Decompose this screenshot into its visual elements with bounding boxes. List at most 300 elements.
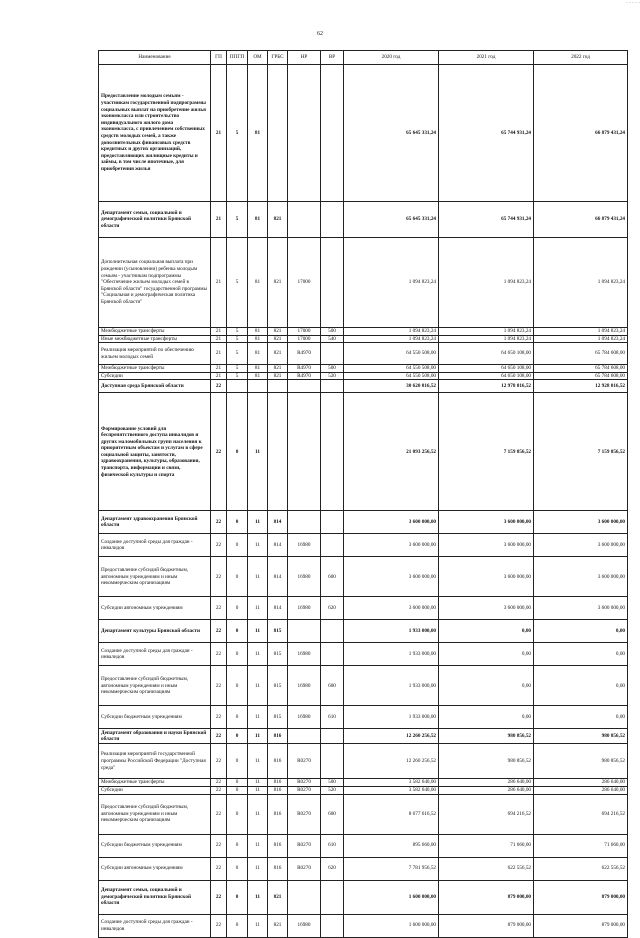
cell-om: 11 (248, 786, 268, 794)
cell-y2020: 1 094 823,24 (344, 335, 439, 343)
cell-nr: R4970 (288, 343, 321, 365)
cell-ppgp: 0 (227, 393, 248, 511)
cell-name: Межбюджетные трансферты (99, 328, 211, 336)
cell-y2020: 3 582 640,00 (344, 779, 439, 787)
cell-grbs: 814 (268, 511, 288, 534)
cell-gp: 21 (211, 202, 227, 238)
header-2021: 2021 год (439, 51, 534, 65)
cell-y2020: 1 600 000,00 (344, 880, 439, 914)
cell-nr (288, 65, 321, 202)
cell-y2022: 65 784 608,00 (534, 365, 628, 373)
table-row (99, 557, 628, 597)
cell-nr: 16980 (288, 534, 321, 557)
cell-grbs: 815 (268, 706, 288, 729)
cell-om: 11 (248, 534, 268, 557)
table-body (99, 65, 628, 938)
cell-y2021: 64 650 108,00 (439, 372, 534, 380)
cell-name: Доступная среда Брянской области (99, 380, 211, 393)
cell-y2020: 895 660,00 (344, 834, 439, 857)
cell-om: 11 (248, 794, 268, 834)
cell-name: Субсидии (99, 786, 211, 794)
header-2022: 2022 год (534, 51, 628, 65)
cell-name: Субсидии бюджетным учреждениям (99, 706, 211, 729)
cell-ppgp: 0 (227, 597, 248, 620)
cell-grbs: 816 (268, 786, 288, 794)
cell-gp: 22 (211, 393, 227, 511)
cell-y2021: 1 094 823,24 (439, 335, 534, 343)
cell-y2021: 879 000,00 (439, 880, 534, 914)
cell-y2020: 1 094 823,24 (344, 238, 439, 328)
cell-y2021: 71 660,00 (439, 834, 534, 857)
table-row (99, 534, 628, 557)
cell-ppgp: 0 (227, 557, 248, 597)
cell-y2022: 3 600 000,00 (534, 597, 628, 620)
cell-y2022: 66 879 431,24 (534, 202, 628, 238)
cell-ppgp: 0 (227, 744, 248, 779)
cell-gp: 21 (211, 365, 227, 373)
cell-grbs: 821 (268, 238, 288, 328)
cell-name: Реализация мероприятий по обеспечению жильем молодых семей (99, 343, 211, 365)
cell-vr (321, 202, 344, 238)
table-row (99, 643, 628, 666)
cell-vr (321, 729, 344, 744)
cell-nr: 16980 (288, 643, 321, 666)
cell-y2020: 12 260 256,52 (344, 744, 439, 779)
cell-vr (321, 238, 344, 328)
table-row (99, 511, 628, 534)
cell-name: Межбюджетные трансферты (99, 365, 211, 373)
cell-om: 81 (248, 365, 268, 373)
cell-grbs: 821 (268, 328, 288, 336)
cell-nr: R0270 (288, 744, 321, 779)
cell-gp: 22 (211, 643, 227, 666)
cell-gp: 22 (211, 729, 227, 744)
cell-grbs (268, 65, 288, 202)
cell-vr (321, 620, 344, 643)
cell-vr (321, 343, 344, 365)
table-header-row (99, 51, 628, 65)
cell-grbs: 821 (268, 880, 288, 914)
cell-grbs: 816 (268, 834, 288, 857)
cell-name: Создание доступной среды для граждан - инвалидов (99, 643, 211, 666)
cell-name: Предоставление молодым семьям - участникам государственной подпрограммы социальных выплат на приобретение жилья экономкласса или строительство индивидуального жилого дома экономкласса, с привлечением собственных средств молодых семей, а также дополнительных финансовых средств кредитных и других организаций, предоставляющих жилищные кредиты и займы, в том числе ипотечные, для приобретения жилья (99, 65, 211, 202)
cell-gp: 22 (211, 620, 227, 643)
cell-name: Иные межбюджетные трансферты (99, 335, 211, 343)
table-row (99, 834, 628, 857)
table-row (99, 365, 628, 373)
cell-y2022: 980 856,52 (534, 729, 628, 744)
cell-y2020: 8 677 616,52 (344, 794, 439, 834)
cell-name: Субсидии (99, 372, 211, 380)
cell-name: Создание доступной среды для граждан - инвалидов (99, 534, 211, 557)
cell-y2021: 622 556,52 (439, 857, 534, 880)
cell-vr: 500 (321, 365, 344, 373)
cell-gp: 22 (211, 880, 227, 914)
cell-ppgp: 0 (227, 643, 248, 666)
cell-y2021: 879 000,00 (439, 914, 534, 937)
cell-name: Департамент культуры Брянской области (99, 620, 211, 643)
cell-grbs: 821 (268, 202, 288, 238)
cell-y2020: 1 933 000,00 (344, 620, 439, 643)
cell-y2022: 622 556,52 (534, 857, 628, 880)
cell-y2022: 3 600 000,00 (534, 557, 628, 597)
cell-y2021: 12 978 016,52 (439, 380, 534, 393)
cell-y2021: 65 744 931,24 (439, 65, 534, 202)
cell-om: 11 (248, 666, 268, 706)
cell-y2022: 7 159 856,52 (534, 393, 628, 511)
cell-name: Предоставление субсидий бюджетным, автономным учреждениям и иным некоммерческим организациям (99, 794, 211, 834)
cell-y2021: 3 600 000,00 (439, 597, 534, 620)
cell-grbs: 814 (268, 534, 288, 557)
cell-name: Межбюджетные трансферты (99, 779, 211, 787)
table-row (99, 744, 628, 779)
header-vr: ВР (321, 51, 344, 65)
cell-vr: 500 (321, 328, 344, 336)
cell-y2022: 3 600 000,00 (534, 534, 628, 557)
cell-nr (288, 380, 321, 393)
cell-y2021: 3 600 000,00 (439, 511, 534, 534)
table-row (99, 706, 628, 729)
cell-ppgp: 5 (227, 202, 248, 238)
cell-y2022: 1 094 823,24 (534, 328, 628, 336)
cell-om: 11 (248, 744, 268, 779)
header-gp: ГП (211, 51, 227, 65)
cell-grbs: 821 (268, 343, 288, 365)
cell-gp: 21 (211, 335, 227, 343)
cell-nr (288, 729, 321, 744)
cell-gp: 21 (211, 328, 227, 336)
cell-vr: 520 (321, 786, 344, 794)
cell-ppgp: 0 (227, 857, 248, 880)
cell-y2020: 1 094 823,24 (344, 328, 439, 336)
table-row (99, 343, 628, 365)
cell-y2022: 980 856,52 (534, 744, 628, 779)
cell-name: Реализация мероприятий государственной программы Российской Федерации "Доступная среда" (99, 744, 211, 779)
cell-y2021: 7 159 856,52 (439, 393, 534, 511)
cell-name: Департамент здравоохранения Брянской области (99, 511, 211, 534)
cell-name: Предоставление субсидий бюджетным, автономным учреждениям и иным некоммерческим организациям (99, 666, 211, 706)
cell-nr: R4970 (288, 365, 321, 373)
cell-vr (321, 744, 344, 779)
cell-y2022: 0,00 (534, 666, 628, 706)
cell-gp: 22 (211, 786, 227, 794)
cell-vr: 600 (321, 794, 344, 834)
cell-nr (288, 511, 321, 534)
cell-y2022: 286 640,00 (534, 786, 628, 794)
cell-y2022: 65 784 608,00 (534, 372, 628, 380)
cell-ppgp: 0 (227, 786, 248, 794)
cell-y2020: 1 600 000,00 (344, 914, 439, 937)
cell-gp: 22 (211, 914, 227, 937)
cell-name: Субсидии бюджетным учреждениям (99, 834, 211, 857)
table-row (99, 372, 628, 380)
cell-vr: 540 (321, 335, 344, 343)
cell-y2021: 0,00 (439, 666, 534, 706)
cell-vr: 520 (321, 372, 344, 380)
cell-om: 11 (248, 857, 268, 880)
cell-y2021: 980 856,52 (439, 744, 534, 779)
cell-y2022: 12 928 016,52 (534, 380, 628, 393)
cell-gp: 22 (211, 666, 227, 706)
cell-om: 81 (248, 238, 268, 328)
table-row (99, 202, 628, 238)
cell-y2022: 0,00 (534, 620, 628, 643)
cell-vr (321, 380, 344, 393)
cell-y2021: 286 640,00 (439, 786, 534, 794)
cell-ppgp: 5 (227, 372, 248, 380)
cell-ppgp: 0 (227, 534, 248, 557)
cell-ppgp: 5 (227, 365, 248, 373)
cell-gp: 22 (211, 834, 227, 857)
cell-nr: 16980 (288, 597, 321, 620)
cell-grbs: 815 (268, 643, 288, 666)
cell-name: Субсидии автономным учреждениям (99, 857, 211, 880)
cell-om: 81 (248, 65, 268, 202)
cell-ppgp: 5 (227, 343, 248, 365)
cell-om: 81 (248, 335, 268, 343)
cell-grbs: 816 (268, 729, 288, 744)
cell-nr: 17000 (288, 328, 321, 336)
cell-ppgp: 5 (227, 238, 248, 328)
cell-y2020: 7 781 956,52 (344, 857, 439, 880)
header-2020: 2020 год (344, 51, 439, 65)
cell-om: 11 (248, 729, 268, 744)
cell-vr: 600 (321, 557, 344, 597)
cell-nr: 17000 (288, 238, 321, 328)
cell-y2021: 3 600 000,00 (439, 557, 534, 597)
cell-name: Субсидии автономным учреждениям (99, 597, 211, 620)
cell-vr: 620 (321, 597, 344, 620)
cell-gp: 22 (211, 706, 227, 729)
cell-nr: R4970 (288, 372, 321, 380)
cell-ppgp: 5 (227, 65, 248, 202)
cell-y2020: 3 600 000,00 (344, 557, 439, 597)
cell-name: Департамент образования и науки Брянской области (99, 729, 211, 744)
cell-y2020: 3 600 000,00 (344, 597, 439, 620)
top-marks: - - - - - (626, 0, 640, 6)
cell-grbs: 814 (268, 557, 288, 597)
cell-y2021: 1 094 823,24 (439, 238, 534, 328)
cell-om (248, 380, 268, 393)
cell-om: 11 (248, 511, 268, 534)
table-row (99, 880, 628, 914)
cell-grbs: 815 (268, 666, 288, 706)
cell-y2021: 64 650 108,00 (439, 365, 534, 373)
cell-vr: 600 (321, 666, 344, 706)
cell-y2022: 71 660,00 (534, 834, 628, 857)
cell-grbs: 821 (268, 914, 288, 937)
header-ppgp: ППГП (227, 51, 248, 65)
cell-om: 11 (248, 643, 268, 666)
cell-grbs: 814 (268, 597, 288, 620)
cell-gp: 21 (211, 65, 227, 202)
table-row (99, 393, 628, 511)
cell-nr (288, 393, 321, 511)
cell-y2020: 1 933 000,00 (344, 643, 439, 666)
cell-name: Создание доступной среды для граждан - инвалидов (99, 914, 211, 937)
cell-y2020: 65 645 331,24 (344, 202, 439, 238)
header-om: ОМ (248, 51, 268, 65)
cell-gp: 21 (211, 238, 227, 328)
table-row (99, 328, 628, 336)
cell-name: Формирование условий для беспрепятственного доступа инвалидов и других маломобильных групп населения к приоритетным объектам и услугам в сфере социальной защиты, занятости, здравоохранения, культуры, образования, транспорта, информации и связи, физической культуры и спорта (99, 393, 211, 511)
cell-vr (321, 914, 344, 937)
cell-y2022: 1 094 823,24 (534, 335, 628, 343)
cell-gp: 22 (211, 380, 227, 393)
cell-name: Предоставление субсидий бюджетным, автономным учреждениям и иным некоммерческим организациям (99, 557, 211, 597)
page-number: 62 (317, 31, 323, 37)
cell-nr: R0270 (288, 794, 321, 834)
cell-grbs (268, 380, 288, 393)
table-row (99, 786, 628, 794)
cell-grbs: 816 (268, 744, 288, 779)
cell-ppgp: 0 (227, 794, 248, 834)
cell-gp: 22 (211, 534, 227, 557)
cell-om: 11 (248, 557, 268, 597)
cell-grbs: 821 (268, 335, 288, 343)
cell-y2022: 1 094 823,24 (534, 238, 628, 328)
cell-y2021: 0,00 (439, 643, 534, 666)
cell-ppgp: 5 (227, 335, 248, 343)
cell-om: 11 (248, 597, 268, 620)
cell-nr (288, 880, 321, 914)
cell-y2021: 65 744 931,24 (439, 202, 534, 238)
table-row (99, 914, 628, 937)
cell-om: 11 (248, 706, 268, 729)
cell-vr: 610 (321, 834, 344, 857)
cell-ppgp: 0 (227, 914, 248, 937)
cell-grbs (268, 393, 288, 511)
cell-y2020: 1 933 000,00 (344, 666, 439, 706)
cell-gp: 22 (211, 597, 227, 620)
table-row (99, 65, 628, 202)
table-row (99, 597, 628, 620)
table-row (99, 666, 628, 706)
cell-y2021: 0,00 (439, 620, 534, 643)
cell-y2021: 3 600 000,00 (439, 534, 534, 557)
header-name: Наименование (99, 51, 211, 65)
cell-om: 11 (248, 880, 268, 914)
cell-grbs: 815 (268, 620, 288, 643)
cell-vr: 500 (321, 779, 344, 787)
cell-nr: R0270 (288, 857, 321, 880)
cell-y2021: 0,00 (439, 706, 534, 729)
cell-ppgp: 0 (227, 620, 248, 643)
cell-nr: R0270 (288, 834, 321, 857)
cell-nr (288, 620, 321, 643)
cell-om: 81 (248, 372, 268, 380)
cell-vr: 620 (321, 857, 344, 880)
cell-nr (288, 202, 321, 238)
table-row (99, 729, 628, 744)
cell-vr: 610 (321, 706, 344, 729)
cell-gp: 22 (211, 794, 227, 834)
cell-y2020: 64 550 508,00 (344, 343, 439, 365)
cell-om: 11 (248, 393, 268, 511)
cell-vr (321, 880, 344, 914)
cell-y2022: 65 784 608,00 (534, 343, 628, 365)
header-nr: НР (288, 51, 321, 65)
cell-name: Департамент семьи, социальной и демографической политики Брянской области (99, 880, 211, 914)
cell-y2020: 12 260 256,52 (344, 729, 439, 744)
cell-ppgp: 0 (227, 834, 248, 857)
cell-name: Дополнительная социальная выплата при рождении (усыновлении) ребенка молодым семьям - участникам подпрограммы "Обеспечение жильем молодых семей в Брянской области" государственной программы "Социальная и демографическая политика Брянской области" (99, 238, 211, 328)
cell-gp: 22 (211, 511, 227, 534)
cell-grbs: 816 (268, 794, 288, 834)
cell-y2021: 1 094 823,24 (439, 328, 534, 336)
cell-om: 81 (248, 202, 268, 238)
cell-om: 11 (248, 779, 268, 787)
cell-vr (321, 65, 344, 202)
cell-nr: 16980 (288, 706, 321, 729)
cell-y2022: 3 600 000,00 (534, 511, 628, 534)
cell-y2020: 30 620 816,52 (344, 380, 439, 393)
cell-om: 11 (248, 834, 268, 857)
cell-vr (321, 643, 344, 666)
cell-ppgp: 5 (227, 328, 248, 336)
cell-y2022: 879 000,00 (534, 880, 628, 914)
cell-nr: R0270 (288, 786, 321, 794)
cell-y2022: 0,00 (534, 643, 628, 666)
table-row (99, 380, 628, 393)
cell-vr (321, 534, 344, 557)
cell-y2020: 1 933 000,00 (344, 706, 439, 729)
cell-y2020: 64 550 508,00 (344, 365, 439, 373)
cell-y2022: 879 000,00 (534, 914, 628, 937)
cell-grbs: 816 (268, 857, 288, 880)
cell-ppgp: 0 (227, 511, 248, 534)
cell-ppgp: 0 (227, 729, 248, 744)
cell-y2020: 65 645 331,24 (344, 65, 439, 202)
cell-y2021: 694 216,52 (439, 794, 534, 834)
cell-y2020: 3 582 640,00 (344, 786, 439, 794)
cell-y2022: 694 216,52 (534, 794, 628, 834)
cell-nr: 16980 (288, 914, 321, 937)
cell-om: 11 (248, 620, 268, 643)
cell-ppgp (227, 380, 248, 393)
cell-grbs: 821 (268, 365, 288, 373)
cell-name: Департамент семьи, социальной и демографической политики Брянской области (99, 202, 211, 238)
table-row (99, 620, 628, 643)
cell-om: 81 (248, 328, 268, 336)
cell-y2022: 286 640,00 (534, 779, 628, 787)
cell-y2022: 66 879 431,24 (534, 65, 628, 202)
cell-ppgp: 0 (227, 880, 248, 914)
table-row (99, 238, 628, 328)
cell-y2020: 3 600 000,00 (344, 534, 439, 557)
cell-y2021: 64 650 108,00 (439, 343, 534, 365)
cell-y2022: 0,00 (534, 706, 628, 729)
cell-y2021: 286 640,00 (439, 779, 534, 787)
header-grbs: ГРБС (268, 51, 288, 65)
cell-om: 81 (248, 343, 268, 365)
cell-y2020: 21 093 256,52 (344, 393, 439, 511)
cell-om: 11 (248, 914, 268, 937)
budget-table (98, 50, 628, 938)
table-row (99, 857, 628, 880)
cell-y2020: 3 600 000,00 (344, 511, 439, 534)
cell-gp: 21 (211, 372, 227, 380)
cell-nr: 16980 (288, 666, 321, 706)
cell-grbs: 816 (268, 779, 288, 787)
cell-nr: R0270 (288, 779, 321, 787)
cell-y2020: 64 550 508,00 (344, 372, 439, 380)
cell-ppgp: 0 (227, 666, 248, 706)
cell-nr: 17000 (288, 335, 321, 343)
cell-nr: 16980 (288, 557, 321, 597)
cell-grbs: 821 (268, 372, 288, 380)
cell-ppgp: 0 (227, 779, 248, 787)
